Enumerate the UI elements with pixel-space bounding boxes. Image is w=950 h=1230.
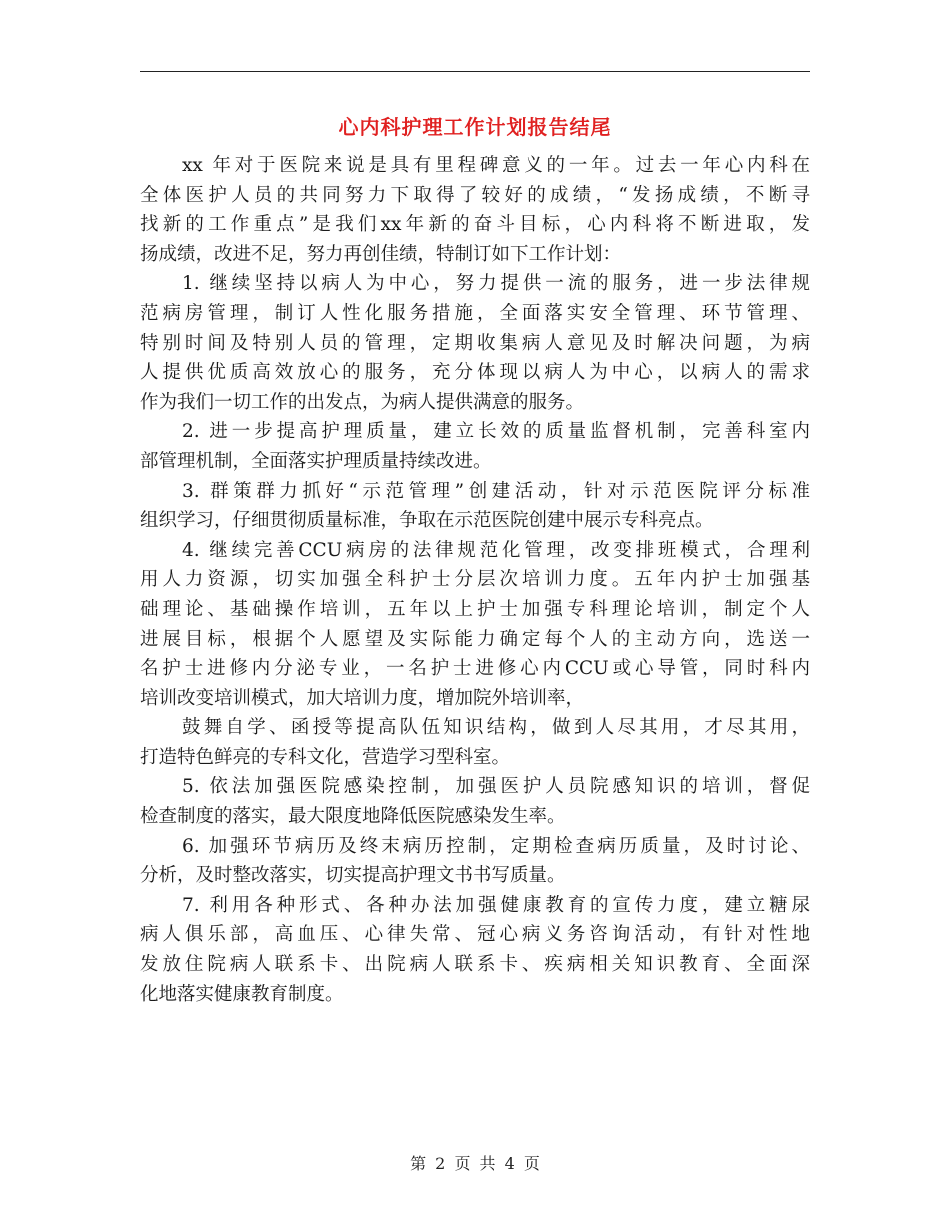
body-line: 病人俱乐部，高血压、心律失常、冠心病义务咨询活动，有针对性地: [140, 924, 810, 946]
body-line: 2. 进一步提高护理质量，建立长效的质量监督机制，完善科室内: [182, 421, 810, 443]
body-line: 5. 依法加强医院感染控制，加强医护人员院感知识的培训，督促: [182, 776, 810, 798]
body-line: xx 年对于医院来说是具有里程碑意义的一年。过去一年心内科在: [182, 155, 810, 176]
body-line: 找新的工作重点”是我们xx年新的奋斗目标，心内科将不断进取，发: [140, 214, 810, 236]
body-line: 6. 加强环节病历及终末病历控制，定期检查病历质量，及时讨论、: [182, 835, 810, 857]
body-line: 用人力资源，切实加强全科护士分层次培训力度。五年内护士加强基: [140, 569, 810, 591]
body-line: 特别时间及特别人员的管理，定期收集病人意见及时解决问题，为病: [140, 332, 810, 354]
body-line: 培训改变培训模式，加大培训力度，增加院外培训率，: [140, 687, 585, 709]
body-line: 范病房管理，制订人性化服务措施，全面落实安全管理、环节管理、: [140, 302, 810, 324]
body-line: 化地落实健康教育制度。: [140, 983, 344, 1005]
body-line: 名护士进修内分泌专业，一名护士进修心内CCU或心导管，同时科内: [140, 658, 810, 680]
body-line: 全体医护人员的共同努力下取得了较好的成绩，“发扬成绩，不断寻: [140, 184, 810, 206]
body-line: 人提供优质高效放心的服务，充分体现以病人为中心，以病人的需求: [140, 362, 810, 384]
body-line: 础理论、基础操作培训，五年以上护士加强专科理论培训，制定个人: [140, 598, 810, 620]
body-line: 部管理机制，全面落实护理质量持续改进。: [140, 450, 492, 472]
body-line: 进展目标，根据个人愿望及实际能力确定每个人的主动方向，选送一: [140, 628, 810, 650]
body-line: 发放住院病人联系卡、出院病人联系卡、疾病相关知识教育、全面深: [140, 954, 810, 976]
body-line: 7. 利用各种形式、各种办法加强健康教育的宣传力度，建立糖尿: [182, 894, 810, 916]
body-line: 组织学习，仔细贯彻质量标准，争取在示范医院创建中展示专科亮点。: [140, 510, 714, 532]
body-line: 作为我们一切工作的出发点，为病人提供满意的服务。: [140, 391, 585, 413]
document-title: 心内科护理工作计划报告结尾: [338, 115, 612, 139]
body-line: 扬成绩，改进不足，努力再创佳绩，特制订如下工作计划：: [140, 243, 622, 265]
body-line: 分析，及时整改落实，切实提高护理文书书写质量。: [140, 865, 566, 887]
body-line: 鼓舞自学、函授等提高队伍知识结构，做到人尽其用，才尽其用，: [182, 717, 810, 739]
body-line: 打造特色鲜亮的专科文化，营造学习型科室。: [140, 746, 511, 768]
body-line: 检查制度的落实，最大限度地降低医院感染发生率。: [140, 806, 566, 828]
body-line: 1. 继续坚持以病人为中心，努力提供一流的服务，进一步法律规: [182, 273, 810, 295]
document-body: [140, 151, 810, 1009]
header-rule: [140, 71, 810, 72]
body-line: 3. 群策群力抓好“示范管理”创建活动，针对示范医院评分标准: [182, 480, 810, 502]
body-line: 4. 继续完善CCU病房的法律规范化管理，改变排班模式，合理利: [182, 539, 810, 561]
page-number: 第 2 页 共 4 页: [410, 1154, 540, 1173]
